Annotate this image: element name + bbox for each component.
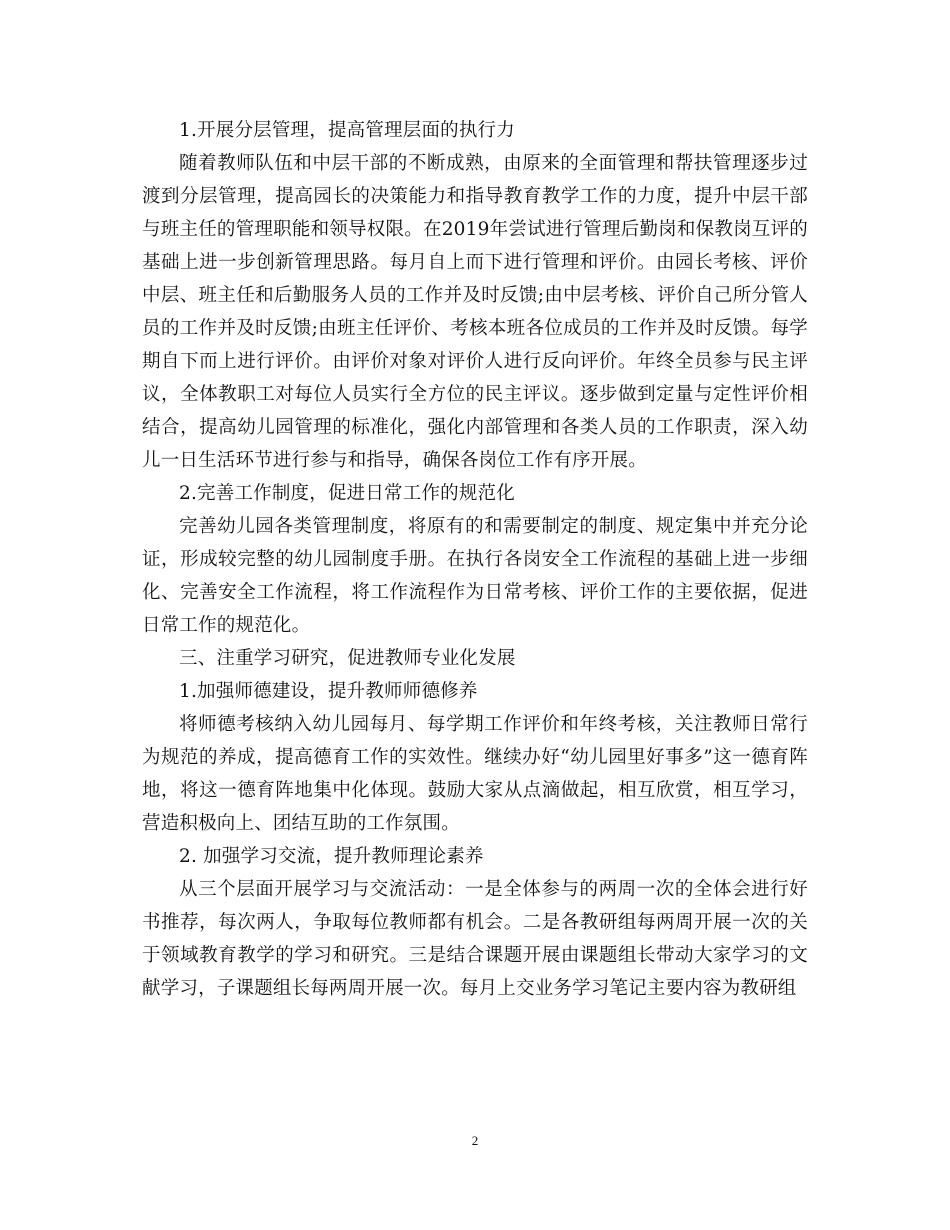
heading-learning-exchange: 2. 加强学习交流，提升教师理论素养 [179,846,484,867]
heading-teacher-ethics: 1.加强师德建设，提升教师师德修养 [179,681,478,702]
heading-layered-management: 1.开展分层管理，提高管理层面的执行力 [179,120,515,141]
paragraph-teacher-ethics: 将师德考核纳入幼儿园每月、每学期工作评价和年终考核，关注教师日常行为规范的养成，提高德育工作的实效性。继续办好“幼儿园里好事多”这一德育阵地，将这一德育阵地集中化体现。鼓励大家从点滴做起，相互欣赏，相互学习，营造积极向上、团结互助的工作氛围。 [142,714,808,834]
section-heading-learning-research: 三、注重学习研究，促进教师专业化发展 [179,648,516,669]
paragraph-learning-exchange: 从三个层面开展学习与交流活动：一是全体参与的两周一次的全体会进行好书推荐，每次两人，争取每位教师都有机会。二是各教研组每两周开展一次的关于领域教育教学的学习和研究。三是结合课题开展由课题组长带动大家学习的文献学习，子课题组长每两周开展一次。每月上交业务学习笔记主要内容为教研组 [142,879,808,999]
document-body [142,114,808,1005]
paragraph-work-system: 完善幼儿园各类管理制度，将原有的和需要制定的制度、规定集中并充分论证，形成较完整的幼儿园制度手册。在执行各岗安全工作流程的基础上进一步细化、完善安全工作流程，将工作流程作为日常考核、评价工作的主要依据，促进日常工作的规范化。 [142,516,808,636]
heading-work-system: 2.完善工作制度，促进日常工作的规范化 [179,483,515,504]
page-number: 2 [471,1133,479,1148]
paragraph-layered-management: 随着教师队伍和中层干部的不断成熟，由原来的全面管理和帮扶管理逐步过渡到分层管理，提高园长的决策能力和指导教育教学工作的力度，提升中层干部与班主任的管理职能和领导权限。在2019年尝试进行管理后勤岗和保教岗互评的基础上进一步创新管理思路。每月自上而下进行管理和评价。由园长考核、评价中层、班主任和后勤服务人员的工作并及时反馈;由中层考核、评价自己所分管人员的工作并及时反馈;由班主任评价、考核本班各位成员的工作并及时反馈。每学期自下而上进行评价。由评价对象对评价人进行反向评价。年终全员参与民主评议，全体教职工对每位人员实行全方位的民主评议。逐步做到定量与定性评价相结合，提高幼儿园管理的标准化，强化内部管理和各类人员的工作职责，深入幼儿一日生活环节进行参与和指导，确保各岗位工作有序开展。 [142,153,808,471]
